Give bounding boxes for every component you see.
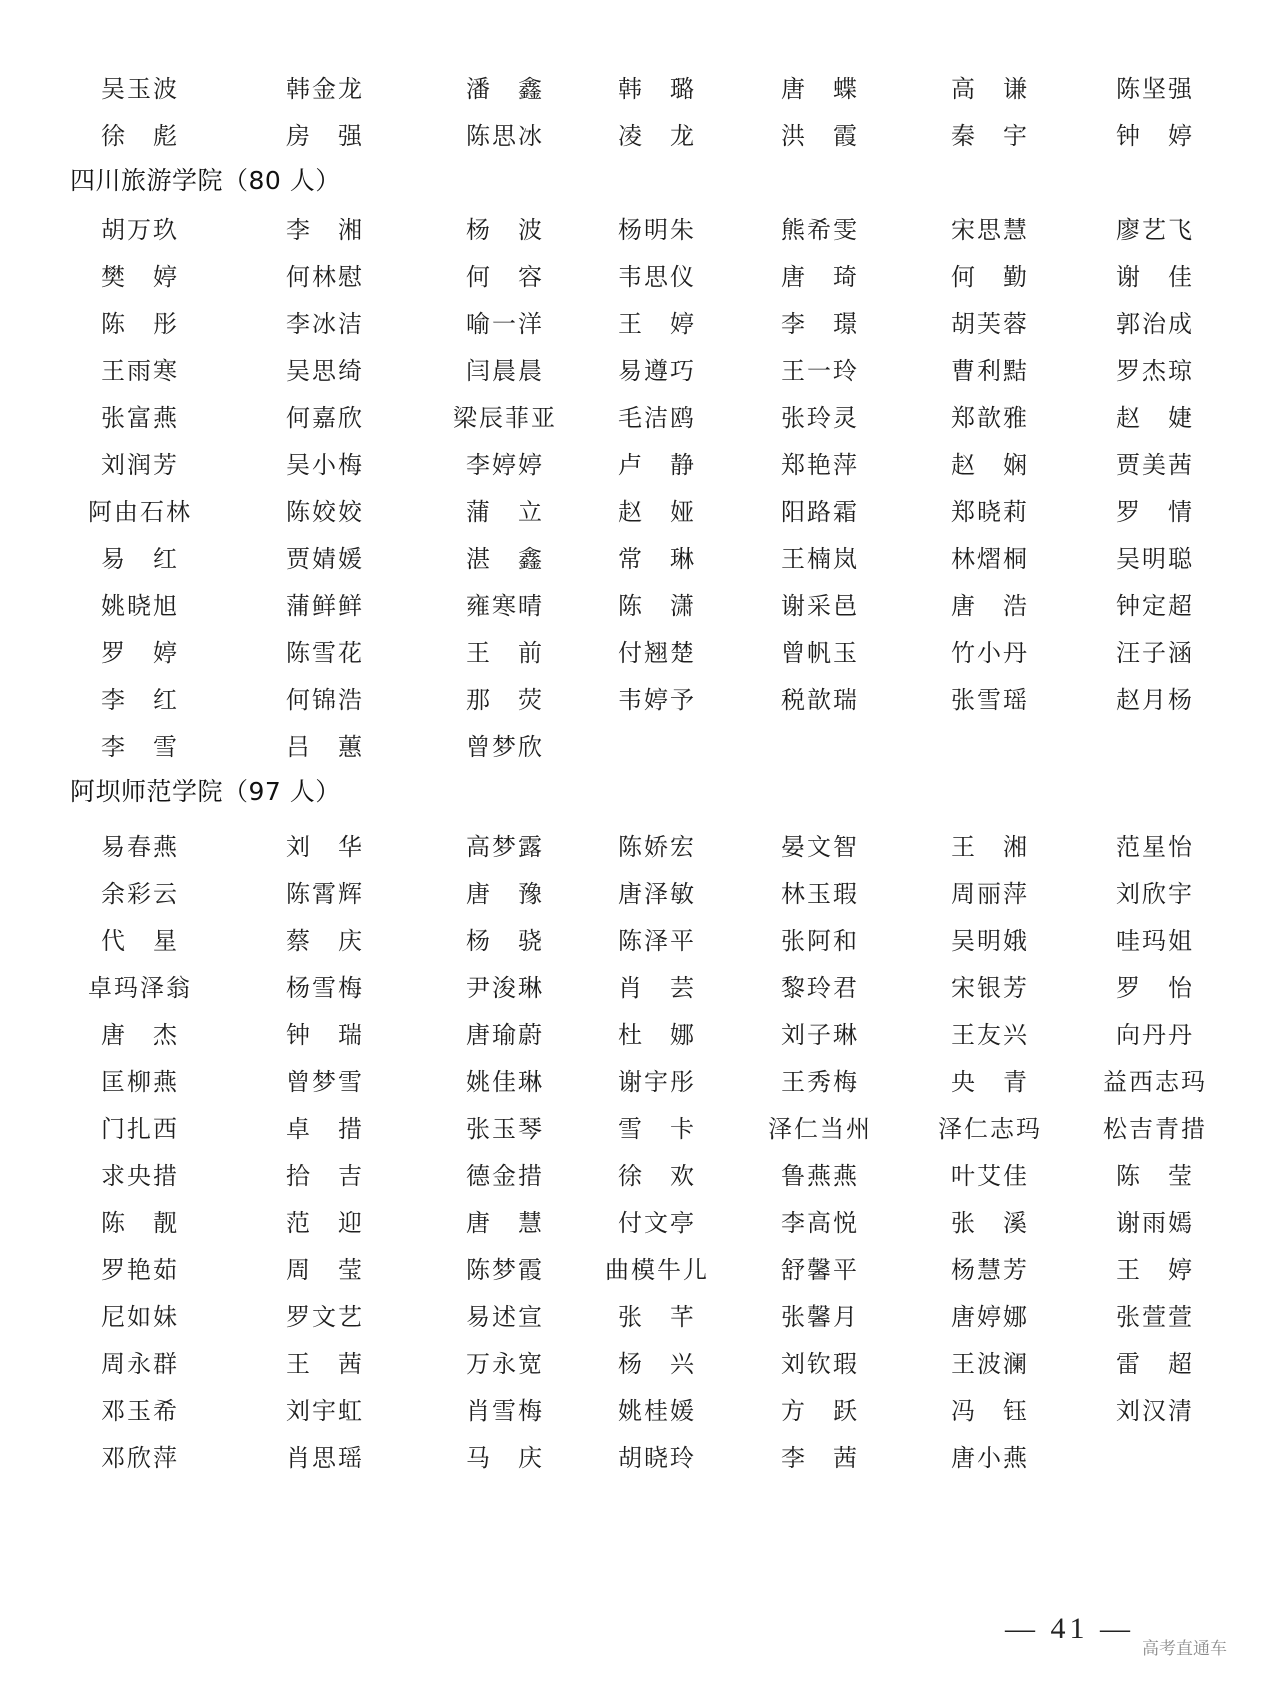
person-name: 罗杰琼 [1116, 357, 1194, 385]
person-name: 那 荧 [466, 686, 544, 714]
person-name: 张萱萱 [1116, 1303, 1194, 1331]
person-name: 王波澜 [951, 1350, 1029, 1378]
person-name: 尼如妹 [101, 1303, 179, 1331]
person-name: 代 星 [101, 927, 179, 955]
person-name: 冯 钰 [951, 1397, 1029, 1425]
person-name: 张馨月 [781, 1303, 859, 1331]
person-name: 何 容 [466, 263, 544, 291]
person-name: 唐泽敏 [618, 880, 696, 908]
person-name: 卢 静 [618, 451, 696, 479]
name-row [0, 1386, 1280, 1436]
person-name: 肖雪梅 [466, 1397, 544, 1425]
person-name: 唐 杰 [101, 1021, 179, 1049]
person-name: 洪 霞 [781, 122, 859, 150]
person-name: 李高悦 [781, 1209, 859, 1237]
person-name: 喻一洋 [466, 310, 544, 338]
person-name: 德金措 [466, 1162, 544, 1190]
person-name: 卓 措 [286, 1115, 364, 1143]
person-name: 钟 婷 [1116, 122, 1194, 150]
person-name: 郑歆雅 [951, 404, 1029, 432]
person-name: 谢雨嫣 [1116, 1209, 1194, 1237]
person-name: 张 溪 [951, 1209, 1029, 1237]
name-row [0, 205, 1280, 255]
name-row [0, 1292, 1280, 1342]
person-name: 杨 骁 [466, 927, 544, 955]
person-name: 唐 慧 [466, 1209, 544, 1237]
person-name: 刘子琳 [781, 1021, 859, 1049]
person-name: 松吉青措 [1103, 1115, 1207, 1143]
person-name: 毛洁鸥 [618, 404, 696, 432]
person-name: 雷 超 [1116, 1350, 1194, 1378]
person-name: 张富燕 [101, 404, 179, 432]
person-name: 蒲鲜鲜 [286, 592, 364, 620]
person-name: 唐 琦 [781, 263, 859, 291]
person-name: 王友兴 [951, 1021, 1029, 1049]
person-name: 黎玲君 [781, 974, 859, 1002]
person-name: 蒲 立 [466, 498, 544, 526]
name-row [0, 487, 1280, 537]
person-name: 胡晓玲 [618, 1444, 696, 1472]
person-name: 谢采邑 [781, 592, 859, 620]
person-name: 李冰洁 [286, 310, 364, 338]
person-name: 潘 鑫 [466, 75, 544, 103]
person-name: 拾 吉 [286, 1162, 364, 1190]
person-name: 王雨寒 [101, 357, 179, 385]
person-name: 陈霄辉 [286, 880, 364, 908]
name-row [0, 1104, 1280, 1154]
page-number: — 41 — [1005, 1612, 1134, 1645]
person-name: 范 迎 [286, 1209, 364, 1237]
person-name: 周永群 [101, 1350, 179, 1378]
person-name: 姚晓旭 [101, 592, 179, 620]
name-row [0, 111, 1280, 161]
person-name: 高梦露 [466, 833, 544, 861]
person-name: 韦思仪 [618, 263, 696, 291]
name-row [0, 1245, 1280, 1295]
person-name: 张 芊 [618, 1303, 696, 1331]
person-name: 何林慰 [286, 263, 364, 291]
person-name: 何 勤 [951, 263, 1029, 291]
person-name: 李 红 [101, 686, 179, 714]
person-name: 赵 娅 [618, 498, 696, 526]
person-name: 吴玉波 [101, 75, 179, 103]
person-name: 杜 娜 [618, 1021, 696, 1049]
person-name: 税歆瑞 [781, 686, 859, 714]
person-name: 赵 婕 [1116, 404, 1194, 432]
name-row [0, 722, 1280, 772]
person-name: 唐瑜蔚 [466, 1021, 544, 1049]
person-name: 郭治成 [1116, 310, 1194, 338]
person-name: 求央措 [101, 1162, 179, 1190]
person-name: 曾梦雪 [286, 1068, 364, 1096]
person-name: 哇玛姐 [1116, 927, 1194, 955]
person-name: 李 湘 [286, 216, 364, 244]
name-row [0, 64, 1280, 114]
person-name: 陈 莹 [1116, 1162, 1194, 1190]
person-name: 秦 宇 [951, 122, 1029, 150]
person-name: 钟 瑞 [286, 1021, 364, 1049]
person-name: 贾美茜 [1116, 451, 1194, 479]
person-name: 卓玛泽翁 [88, 974, 192, 1002]
person-name: 宋思慧 [951, 216, 1029, 244]
person-name: 郑晓莉 [951, 498, 1029, 526]
person-name: 泽仁志玛 [938, 1115, 1042, 1143]
person-name: 阿由石林 [88, 498, 192, 526]
person-name: 凌 龙 [618, 122, 696, 150]
person-name: 李 璟 [781, 310, 859, 338]
person-name: 曲模牛儿 [605, 1256, 709, 1284]
person-name: 邓欣萍 [101, 1444, 179, 1472]
person-name: 徐 彪 [101, 122, 179, 150]
person-name: 刘宇虹 [286, 1397, 364, 1425]
person-name: 舒馨平 [781, 1256, 859, 1284]
person-name: 杨慧芳 [951, 1256, 1029, 1284]
person-name: 曹利黠 [951, 357, 1029, 385]
person-name: 王秀梅 [781, 1068, 859, 1096]
person-name: 常 琳 [618, 545, 696, 573]
person-name: 廖艺飞 [1116, 216, 1194, 244]
person-name: 易春燕 [101, 833, 179, 861]
person-name: 蔡 庆 [286, 927, 364, 955]
name-row [0, 440, 1280, 490]
person-name: 唐婷娜 [951, 1303, 1029, 1331]
person-name: 刘 华 [286, 833, 364, 861]
person-name: 胡万玖 [101, 216, 179, 244]
person-name: 杨雪梅 [286, 974, 364, 1002]
person-name: 付文亭 [618, 1209, 696, 1237]
person-name: 陈泽平 [618, 927, 696, 955]
person-name: 邓玉希 [101, 1397, 179, 1425]
name-row [0, 963, 1280, 1013]
person-name: 晏文智 [781, 833, 859, 861]
person-name: 刘汉清 [1116, 1397, 1194, 1425]
person-name: 赵 娴 [951, 451, 1029, 479]
person-name: 肖 芸 [618, 974, 696, 1002]
person-name: 唐 蝶 [781, 75, 859, 103]
name-row [0, 252, 1280, 302]
person-name: 湛 鑫 [466, 545, 544, 573]
person-name: 林玉瑕 [781, 880, 859, 908]
person-name: 杨明朱 [618, 216, 696, 244]
person-name: 谢宇彤 [618, 1068, 696, 1096]
person-name: 刘钦瑕 [781, 1350, 859, 1378]
person-name: 张玉琴 [466, 1115, 544, 1143]
person-name: 尹浚琳 [466, 974, 544, 1002]
person-name: 钟定超 [1116, 592, 1194, 620]
person-name: 谢 佳 [1116, 263, 1194, 291]
person-name: 王 前 [466, 639, 544, 667]
person-name: 央 青 [951, 1068, 1029, 1096]
name-row [0, 534, 1280, 584]
person-name: 唐 浩 [951, 592, 1029, 620]
person-name: 陈 彤 [101, 310, 179, 338]
person-name: 付翘楚 [618, 639, 696, 667]
section-heading: 四川旅游学院（80 人） [70, 166, 341, 195]
name-row [0, 1433, 1280, 1483]
person-name: 万永宽 [466, 1350, 544, 1378]
person-name: 李婷婷 [466, 451, 544, 479]
person-name: 徐 欢 [618, 1162, 696, 1190]
person-name: 林熠桐 [951, 545, 1029, 573]
person-name: 陈梦霞 [466, 1256, 544, 1284]
person-name: 易遵巧 [618, 357, 696, 385]
person-name: 陈 潇 [618, 592, 696, 620]
person-name: 王 湘 [951, 833, 1029, 861]
person-name: 鲁燕燕 [781, 1162, 859, 1190]
person-name: 何嘉欣 [286, 404, 364, 432]
person-name: 马 庆 [466, 1444, 544, 1472]
person-name: 陈思冰 [466, 122, 544, 150]
name-row [0, 916, 1280, 966]
person-name: 宋银芳 [951, 974, 1029, 1002]
person-name: 吴明娥 [951, 927, 1029, 955]
name-row [0, 1339, 1280, 1389]
person-name: 陈 靓 [101, 1209, 179, 1237]
name-row [0, 1057, 1280, 1107]
person-name: 贾婧媛 [286, 545, 364, 573]
person-name: 罗 婷 [101, 639, 179, 667]
person-name: 陈姣姣 [286, 498, 364, 526]
person-name: 韩金龙 [286, 75, 364, 103]
person-name: 罗 怡 [1116, 974, 1194, 1002]
person-name: 叶艾佳 [951, 1162, 1029, 1190]
name-row [0, 628, 1280, 678]
person-name: 樊 婷 [101, 263, 179, 291]
person-name: 吴小梅 [286, 451, 364, 479]
person-name: 雪 卡 [618, 1115, 696, 1143]
person-name: 姚桂媛 [618, 1397, 696, 1425]
person-name: 余彩云 [101, 880, 179, 908]
person-name: 阳路霜 [781, 498, 859, 526]
person-name: 韦婷予 [618, 686, 696, 714]
person-name: 吴明聪 [1116, 545, 1194, 573]
person-name: 胡芙蓉 [951, 310, 1029, 338]
person-name: 周 莹 [286, 1256, 364, 1284]
person-name: 高 谦 [951, 75, 1029, 103]
person-name: 陈娇宏 [618, 833, 696, 861]
person-name: 罗艳茹 [101, 1256, 179, 1284]
person-name: 曾梦欣 [466, 733, 544, 761]
person-name: 张玲灵 [781, 404, 859, 432]
person-name: 张阿和 [781, 927, 859, 955]
person-name: 王楠岚 [781, 545, 859, 573]
person-name: 吕 蕙 [286, 733, 364, 761]
person-name: 杨 兴 [618, 1350, 696, 1378]
person-name: 曾帆玉 [781, 639, 859, 667]
name-row [0, 1198, 1280, 1248]
person-name: 益西志玛 [1103, 1068, 1207, 1096]
person-name: 王 婷 [1116, 1256, 1194, 1284]
section-heading: 阿坝师范学院（97 人） [70, 777, 341, 806]
person-name: 向丹丹 [1116, 1021, 1194, 1049]
person-name: 赵月杨 [1116, 686, 1194, 714]
person-name: 李 茜 [781, 1444, 859, 1472]
person-name: 罗 情 [1116, 498, 1194, 526]
name-row [0, 346, 1280, 396]
person-name: 杨 波 [466, 216, 544, 244]
person-name: 雍寒晴 [466, 592, 544, 620]
person-name: 姚佳琳 [466, 1068, 544, 1096]
person-name: 李 雪 [101, 733, 179, 761]
person-name: 易 红 [101, 545, 179, 573]
person-name: 陈坚强 [1116, 75, 1194, 103]
person-name: 王 婷 [618, 310, 696, 338]
name-row [0, 393, 1280, 443]
person-name: 张雪瑶 [951, 686, 1029, 714]
person-name: 易述宣 [466, 1303, 544, 1331]
person-name: 汪子涵 [1116, 639, 1194, 667]
person-name: 房 强 [286, 122, 364, 150]
person-name: 郑艳萍 [781, 451, 859, 479]
name-row [0, 1151, 1280, 1201]
person-name: 范星怡 [1116, 833, 1194, 861]
person-name: 陈雪花 [286, 639, 364, 667]
person-name: 竹小丹 [951, 639, 1029, 667]
person-name: 何锦浩 [286, 686, 364, 714]
name-row [0, 822, 1280, 872]
person-name: 韩 璐 [618, 75, 696, 103]
person-name: 梁辰菲亚 [453, 404, 557, 432]
person-name: 闫晨晨 [466, 357, 544, 385]
name-row [0, 675, 1280, 725]
watermark: 高考直通车 [1142, 1639, 1227, 1659]
person-name: 门扎西 [101, 1115, 179, 1143]
person-name: 周丽萍 [951, 880, 1029, 908]
person-name: 唐 豫 [466, 880, 544, 908]
person-name: 方 跃 [781, 1397, 859, 1425]
person-name: 匡柳燕 [101, 1068, 179, 1096]
person-name: 王一玲 [781, 357, 859, 385]
name-row [0, 1010, 1280, 1060]
person-name: 王 茜 [286, 1350, 364, 1378]
person-name: 唐小燕 [951, 1444, 1029, 1472]
name-row [0, 299, 1280, 349]
person-name: 吴思绮 [286, 357, 364, 385]
name-row [0, 581, 1280, 631]
person-name: 罗文艺 [286, 1303, 364, 1331]
person-name: 刘欣宇 [1116, 880, 1194, 908]
person-name: 刘润芳 [101, 451, 179, 479]
name-row [0, 869, 1280, 919]
person-name: 肖思瑶 [286, 1444, 364, 1472]
person-name: 泽仁当州 [768, 1115, 872, 1143]
person-name: 熊希雯 [781, 216, 859, 244]
